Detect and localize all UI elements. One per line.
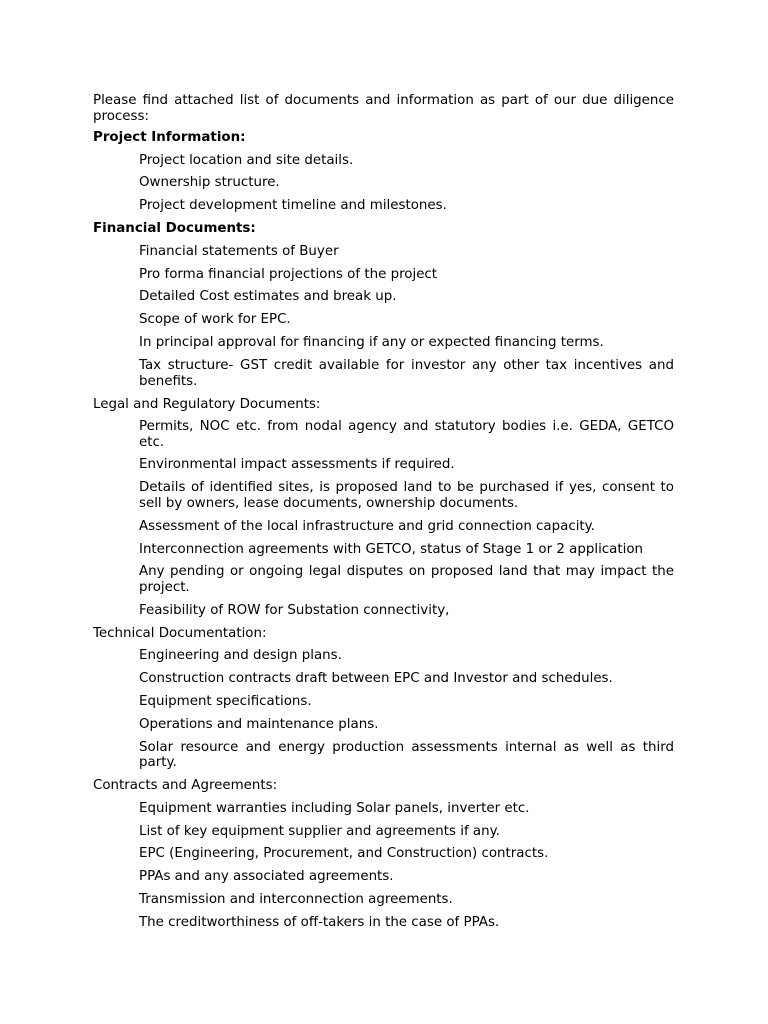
list-item: Interconnection agreements with GETCO, status of Stage 1 or 2 application (139, 541, 644, 557)
list-item: Construction contracts draft between EPC and Investor and schedules. (139, 671, 613, 687)
intro-paragraph: Please find attached list of documents and information as part of our due diligence process: (93, 93, 674, 124)
list-item: Financial statements of Buyer (139, 243, 339, 259)
item-list (93, 801, 674, 931)
section-heading: Financial Documents: (93, 221, 256, 237)
section-contracts-agreements (93, 778, 674, 930)
list-item: Detailed Cost estimates and break up. (139, 289, 397, 305)
list-item: Environmental impact assessments if required. (139, 457, 455, 473)
list-item: Ownership structure. (139, 175, 280, 191)
item-list (93, 244, 674, 389)
list-item: Pro forma financial projections of the project (139, 266, 438, 282)
list-item: Project development timeline and milestones. (139, 198, 447, 214)
section-technical-documentation (93, 626, 674, 771)
section-heading: Technical Documentation: (93, 625, 267, 641)
list-item: Scope of work for EPC. (139, 312, 291, 328)
section-financial-documents (93, 221, 674, 389)
list-item: In principal approval for financing if any or expected financing terms. (139, 335, 604, 351)
section-heading: Contracts and Agreements: (93, 778, 278, 794)
list-item: Solar resource and energy production assessments internal as well as third party. (139, 739, 674, 771)
list-item: List of key equipment supplier and agreements if any. (139, 823, 500, 839)
list-item: Details of identified sites, is proposed land to be purchased if yes, consent to sell by owners, lease documents, ownership documents. (139, 480, 674, 511)
item-list (93, 419, 674, 618)
list-item: Transmission and interconnection agreements. (139, 892, 453, 908)
document-page (93, 93, 674, 938)
list-item: Equipment warranties including Solar panels, inverter etc. (139, 800, 530, 816)
list-item: PPAs and any associated agreements. (139, 869, 394, 885)
list-item: Assessment of the local infrastructure and grid connection capacity. (139, 518, 595, 534)
list-item: The creditworthiness of off-takers in the case of PPAs. (139, 915, 500, 931)
list-item: Operations and maintenance plans. (139, 716, 379, 732)
list-item: Any pending or ongoing legal disputes on proposed land that may impact the project. (139, 564, 674, 595)
section-heading: Legal and Regulatory Documents: (93, 396, 321, 412)
list-item: Tax structure- GST credit available for investor any other tax incentives and benefits. (139, 358, 674, 389)
item-list (93, 648, 674, 771)
section-heading: Project Information: (93, 130, 246, 145)
list-item: Equipment specifications. (139, 694, 312, 710)
list-item: EPC (Engineering, Procurement, and Construction) contracts. (139, 846, 549, 862)
list-item: Feasibility of ROW for Substation connectivity, (139, 602, 450, 618)
section-project-information (93, 130, 674, 214)
list-item: Engineering and design plans. (139, 648, 342, 664)
section-legal-regulatory (93, 397, 674, 619)
item-list (93, 153, 674, 214)
list-item: Project location and site details. (139, 152, 354, 168)
list-item: Permits, NOC etc. from nodal agency and statutory bodies i.e. GEDA, GETCO etc. (139, 419, 674, 450)
